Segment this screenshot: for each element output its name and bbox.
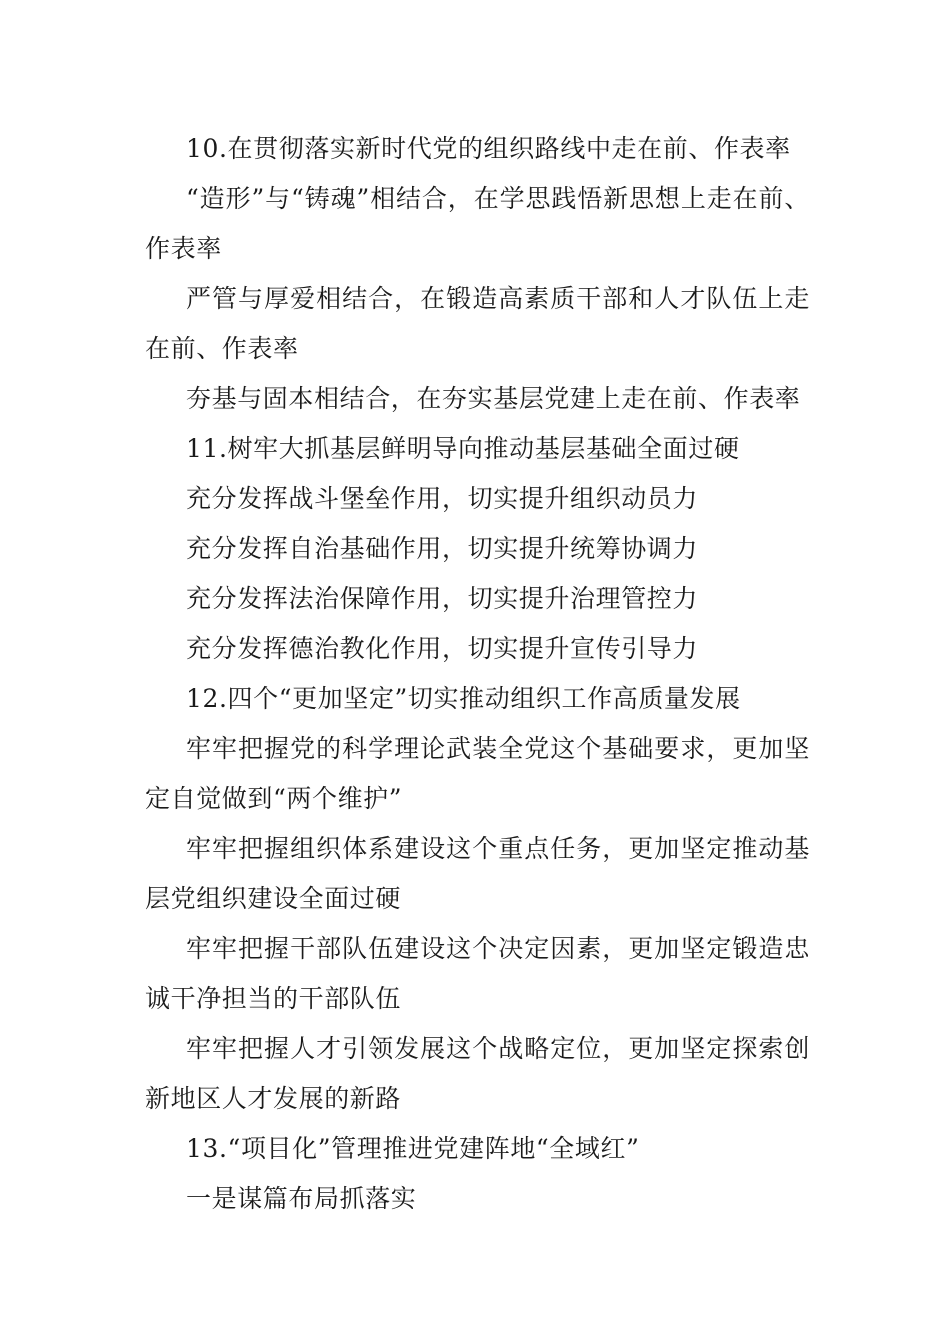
paragraph-autonomy: 充分发挥自治基础作用，切实提升统筹协调力 (186, 534, 699, 563)
paragraph-cadres: 牢牢把握干部队伍建设这个决定因素，更加坚定锻造忠诚干净担当的干部队伍 (145, 934, 810, 1013)
document-body (145, 124, 810, 1224)
paragraph-organization: 牢牢把握组织体系建设这个重点任务，更加坚定推动基层党组织建设全面过硬 (145, 834, 810, 913)
heading-12: 12.四个“更加坚定”切实推动组织工作高质量发展 (186, 684, 741, 713)
paragraph-shape-soul: “造形”与“铸魂”相结合，在学思践悟新思想上走在前、作表率 (145, 184, 810, 263)
heading-10: 10.在贯彻落实新时代党的组织路线中走在前、作表率 (186, 134, 791, 163)
paragraph-foundation: 夯基与固本相结合，在夯实基层党建上走在前、作表率 (186, 384, 801, 413)
paragraph-fortress: 充分发挥战斗堡垒作用，切实提升组织动员力 (186, 484, 699, 513)
paragraph-planning: 一是谋篇布局抓落实 (186, 1184, 417, 1213)
paragraph-rule-of-law: 充分发挥法治保障作用，切实提升治理管控力 (186, 584, 699, 613)
paragraph-strict-care: 严管与厚爱相结合，在锻造高素质干部和人才队伍上走在前、作表率 (145, 284, 810, 363)
heading-11: 11.树牢大抓基层鲜明导向推动基层基础全面过硬 (186, 434, 740, 463)
paragraph-theory: 牢牢把握党的科学理论武装全党这个基础要求，更加坚定自觉做到“两个维护” (145, 734, 810, 813)
paragraph-moral: 充分发挥德治教化作用，切实提升宣传引导力 (186, 634, 699, 663)
paragraph-talent: 牢牢把握人才引领发展这个战略定位，更加坚定探索创新地区人才发展的新路 (145, 1034, 810, 1113)
heading-13: 13.“项目化”管理推进党建阵地“全域红” (186, 1134, 640, 1163)
